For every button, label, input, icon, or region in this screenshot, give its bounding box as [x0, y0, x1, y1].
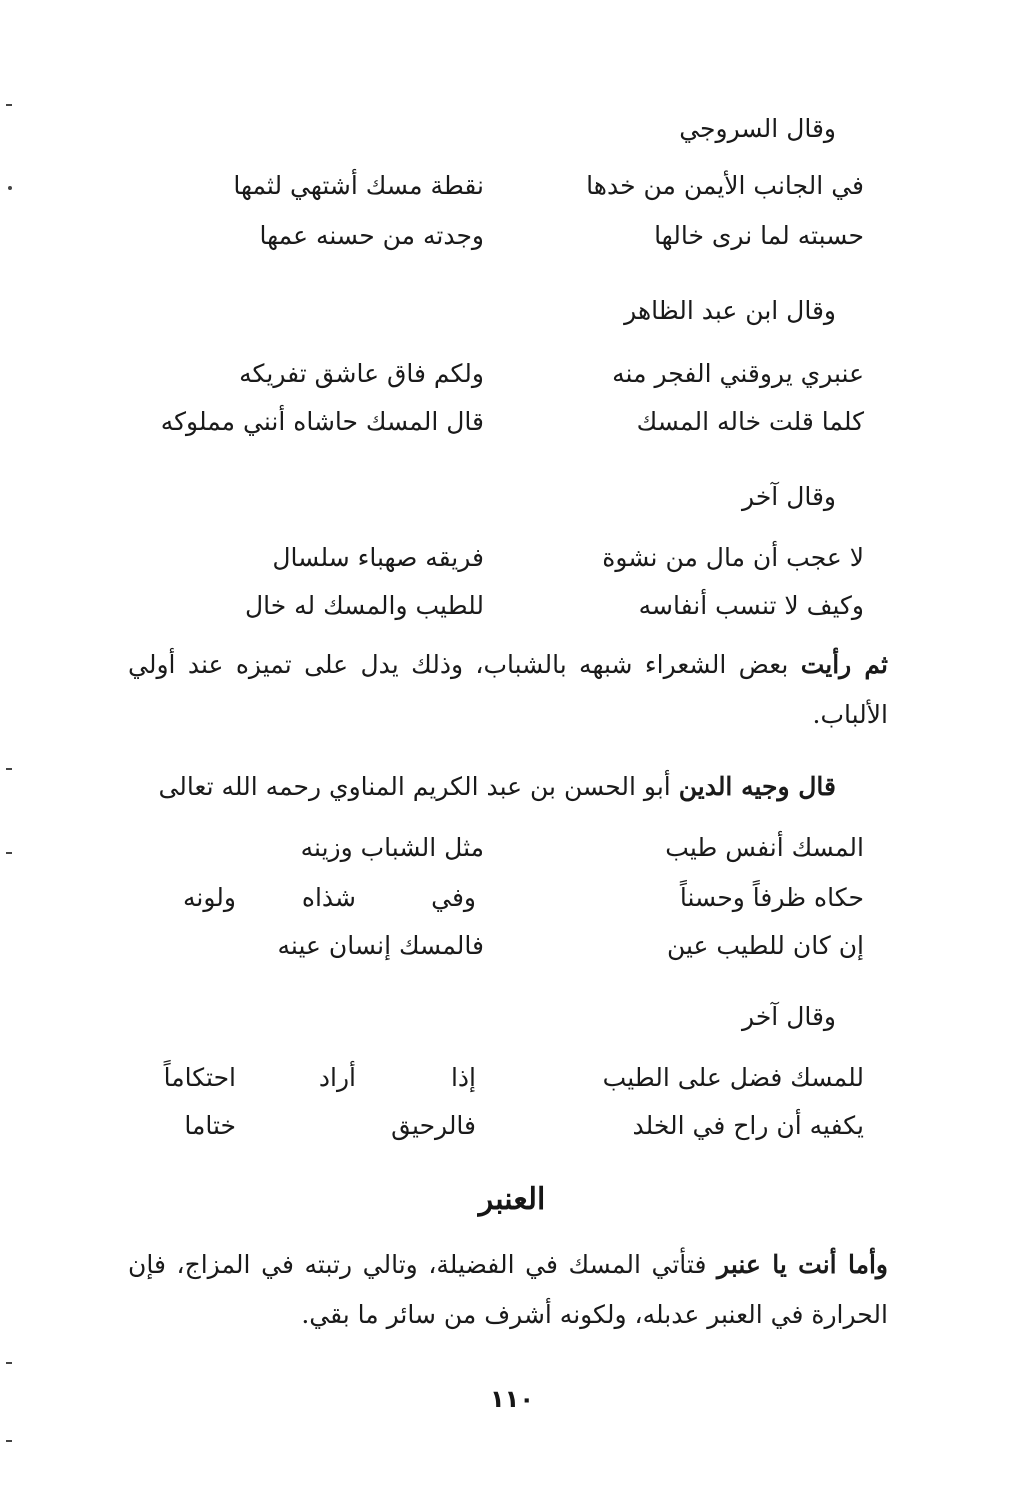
verse-5-1-second-b: أراد	[318, 1063, 356, 1092]
scan-margin-mark	[6, 104, 12, 106]
scan-margin-mark	[6, 852, 12, 854]
verse-4-2-second-b: شذاه	[301, 883, 356, 912]
poet-intro-3: وقال آخر	[742, 482, 836, 511]
verse-2-1-first: عنبري يروقني الفجر منه	[612, 359, 864, 388]
poet-intro-4-text: أبو الحسن بن عبد الكريم المناوي رحمه الله تعالى	[158, 772, 671, 801]
verse-3-1-second: فريقه صهباء سلسال	[272, 543, 484, 572]
verse-4-2-second-c: ولونه	[183, 883, 236, 912]
verse-5-2-second-a: فالرحيق	[391, 1111, 476, 1140]
paragraph-2-bold: وأما أنت يا عنبر	[717, 1250, 888, 1279]
poet-intro-2: وقال ابن عبد الظاهر	[624, 296, 836, 325]
verse-4-3-first: إن كان للطيب عين	[666, 931, 864, 960]
verse-3-2-first: وكيف لا تنسب أنفاسه	[638, 591, 864, 620]
verse-3-1-first: لا عجب أن مال من نشوة	[602, 543, 864, 572]
verse-1-1-first: في الجانب الأيمن من خدها	[586, 171, 864, 200]
scan-margin-mark	[6, 1362, 12, 1364]
verse-5-2-second-c: ختاما	[184, 1111, 236, 1140]
verse-4-2-second-a: وفي	[431, 883, 476, 912]
verse-3-2-second: للطيب والمسك له خال	[244, 591, 484, 620]
verse-2-2-first: كلما قلت خاله المسك	[636, 407, 864, 436]
section-heading-ambergris: العنبر	[478, 1182, 546, 1217]
verse-5-1-first: للمسك فضل على الطيب	[602, 1063, 864, 1092]
scan-margin-mark	[6, 1440, 12, 1442]
verse-5-1-second-c: احتكاماً	[163, 1063, 236, 1092]
poet-intro-4-bold: قال وجيه الدين	[678, 772, 836, 801]
paragraph-2-text: فتأتي المسك في الفضيلة، وتالي رتبته في المزاج، فإن الحرارة في العنبر عدبله، ولكونه أشرف من سائر ما بقي.	[128, 1250, 888, 1329]
verse-1-2-second: وجدته من حسنه عمها	[259, 221, 484, 250]
paragraph-1-bold: ثم رأيت	[800, 650, 888, 679]
page-number: ١١٠	[490, 1385, 534, 1413]
verse-4-2-first: حكاه ظرفاً وحسناً	[679, 883, 864, 912]
poet-intro-1: وقال السروجي	[679, 114, 836, 143]
poet-intro-5: وقال آخر	[742, 1002, 836, 1031]
paragraph-shabab	[128, 640, 888, 740]
verse-5-2-first: يكفيه أن راح في الخلد	[632, 1111, 864, 1140]
scan-margin-mark	[8, 186, 12, 190]
verse-4-1-second: مثل الشباب وزينه	[300, 833, 484, 862]
verse-1-2-first: حسبته لما نرى خالها	[654, 221, 864, 250]
verse-4-1-first: المسك أنفس طيب	[665, 833, 864, 862]
verse-4-3-second: فالمسك إنسان عينه	[277, 931, 484, 960]
verse-2-1-second: ولكم فاق عاشق تفريكه	[239, 359, 484, 388]
verse-5-1-second-a: إذا	[450, 1063, 476, 1092]
verse-2-2-second: قال المسك حاشاه أنني مملوكه	[160, 407, 484, 436]
verse-1-1-second: نقطة مسك أشتهي لثمها	[233, 171, 484, 200]
scan-margin-mark	[6, 768, 12, 770]
paragraph-1-text: بعض الشعراء شبهه بالشباب، وذلك يدل على تميزه عند أولي الألباب.	[128, 650, 888, 729]
paragraph-ambergris	[128, 1240, 888, 1340]
poet-intro-4	[158, 770, 836, 804]
